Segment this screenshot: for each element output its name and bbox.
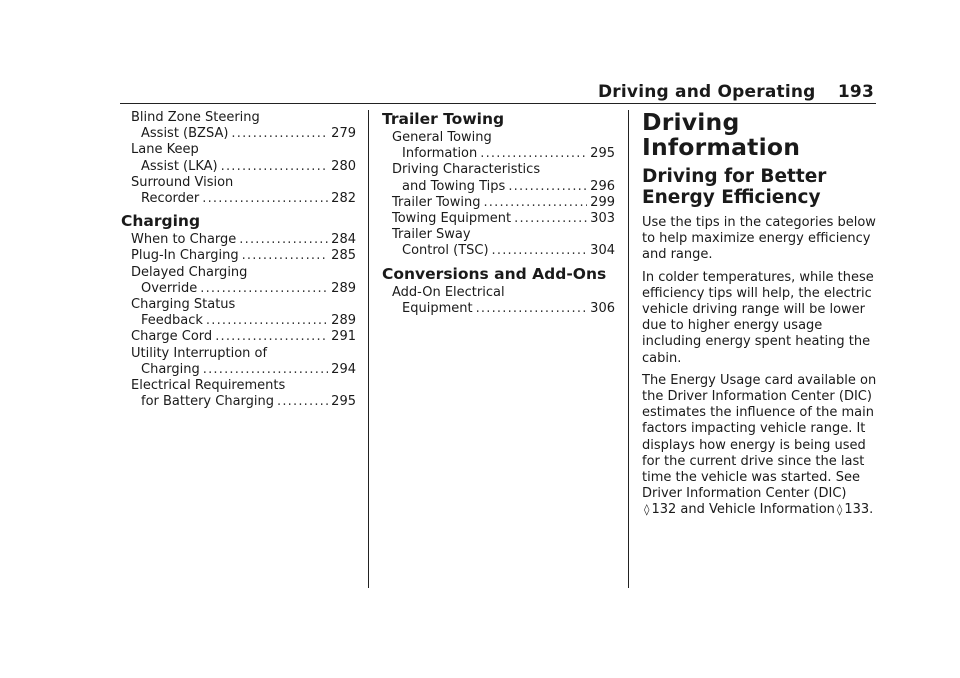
page-reference-dic[interactable]: 132	[651, 502, 677, 518]
leader-dots	[483, 195, 587, 211]
paragraph-cold-temperatures: In colder temperatures, while these efficiency tips will help, the electric vehicle driving range will be lower due to higher energy usage including energy spent heating the cabin.	[642, 269, 874, 366]
toc-entry-text: Information	[402, 146, 478, 162]
toc-entry-text: Driving Characteristics	[392, 162, 541, 178]
toc-entry-trailer-towing[interactable]	[392, 195, 615, 211]
leader-dots	[231, 126, 328, 142]
toc-column-1	[121, 110, 356, 410]
leader-dots	[203, 362, 328, 378]
toc-entry-text: Delayed Charging	[131, 264, 248, 280]
toc-entry-text: Plug-In Charging	[131, 248, 239, 264]
chapter-heading-line1: Driving	[642, 108, 740, 136]
toc-page-number: 296	[590, 178, 615, 194]
toc-entry-charge-cord[interactable]	[131, 329, 356, 345]
leader-dots	[476, 301, 588, 317]
toc-entry-text: Assist (LKA)	[141, 158, 218, 174]
toc-entry-towing-equipment[interactable]	[392, 211, 615, 227]
toc-page-number: 280	[331, 158, 356, 174]
link-vehicle-information[interactable]: Vehicle Information	[709, 502, 835, 518]
page-reference-icon: ◊	[644, 503, 650, 517]
toc-entry-text: Feedback	[141, 313, 203, 329]
paragraph-energy-usage	[642, 373, 878, 519]
page-reference-vehicle-info[interactable]: 133.	[844, 502, 874, 518]
toc-entry-text: Trailer Sway	[392, 227, 471, 243]
toc-page-number: 299	[590, 194, 615, 210]
toc-entry-when-to-charge[interactable]	[131, 232, 356, 248]
toc-entry-text: Control (TSC)	[402, 243, 489, 259]
leader-dots	[239, 232, 328, 248]
toc-column-2	[382, 110, 615, 317]
toc-entry-delayed-charging[interactable]	[131, 265, 356, 297]
toc-page-number: 295	[590, 146, 615, 162]
page-reference-icon: ◊	[836, 503, 843, 517]
leader-dots	[206, 313, 328, 329]
toc-entry-surround-vision[interactable]	[131, 175, 356, 207]
toc-entry-text: Recorder	[141, 191, 200, 207]
chapter-heading	[642, 110, 878, 160]
toc-page-number: 304	[590, 243, 615, 259]
leader-dots	[492, 243, 588, 259]
section-heading-trailer-towing[interactable]: Trailer Towing	[382, 110, 505, 128]
toc-entry-general-towing[interactable]	[392, 130, 615, 162]
toc-page-number: 295	[331, 394, 356, 410]
toc-entry-text: Assist (BZSA)	[141, 126, 229, 142]
leader-dots	[480, 146, 587, 162]
paragraph-text: The Energy Usage card available on the Driver Information Center (DIC) estimates the influence of the main factors impacting vehicle range. It displays how energy is being used for the current drive since the last time the vehicle was started. See Driver Information Center (DIC)	[642, 372, 877, 502]
toc-entry-text: Charging	[141, 361, 200, 377]
toc-entry-charging-status[interactable]	[131, 297, 356, 329]
toc-page-number: 294	[331, 361, 356, 377]
toc-entry-trailer-sway[interactable]	[392, 227, 615, 259]
toc-entry-text: for Battery Charging	[141, 394, 275, 410]
toc-entry-utility-interruption[interactable]	[131, 346, 356, 378]
section-heading-charging[interactable]: Charging	[121, 212, 201, 231]
toc-entry-text: Trailer Towing	[392, 194, 481, 210]
leader-dots	[508, 179, 587, 195]
toc-entry-text: Add-On Electrical	[392, 284, 505, 300]
toc-page-number: 284	[331, 232, 356, 248]
toc-entry-text: Charge Cord	[131, 329, 213, 345]
toc-entry-text: When to Charge	[131, 232, 237, 248]
toc-page-number: 303	[590, 211, 615, 227]
toc-entry-text: Lane Keep	[131, 142, 199, 158]
leader-dots	[514, 211, 587, 227]
leader-dots	[215, 329, 328, 345]
toc-entry-lka[interactable]	[131, 142, 356, 174]
section-heading	[642, 166, 878, 208]
toc-page-number: 306	[590, 300, 615, 316]
page-header	[598, 82, 874, 102]
toc-entry-text: Blind Zone Steering	[131, 110, 260, 125]
toc-page-number: 285	[331, 248, 356, 264]
paragraph-text: and	[680, 502, 705, 518]
content-column	[642, 110, 878, 525]
header-section-title: Driving and Operating	[598, 82, 816, 102]
section-heading-conversions[interactable]: Conversions and Add-Ons	[382, 264, 607, 283]
toc-page-number: 291	[331, 329, 356, 345]
toc-entry-text: General Towing	[392, 130, 492, 145]
toc-entry-driving-characteristics[interactable]	[392, 162, 615, 194]
toc-entry-text: Charging Status	[131, 297, 236, 313]
toc-entry-bzsa[interactable]	[131, 110, 356, 142]
toc-entry-text: Electrical Requirements	[131, 378, 286, 394]
column-divider-2	[628, 110, 629, 588]
header-rule	[120, 103, 876, 104]
toc-entry-text: Equipment	[402, 300, 473, 316]
chapter-heading-line2: Information	[642, 133, 801, 161]
toc-entry-text: Override	[141, 280, 198, 296]
paragraph-tips: Use the tips in the categories below to help maximize energy efficiency and range.	[642, 215, 876, 263]
toc-entry-text: Surround Vision	[131, 174, 234, 190]
toc-page-number: 279	[331, 126, 356, 142]
column-divider-1	[368, 110, 369, 588]
toc-page-number: 289	[331, 313, 356, 329]
section-heading-line1: Driving for Better	[642, 166, 827, 187]
toc-entry-text: Utility Interruption of	[131, 345, 268, 361]
toc-page-number: 289	[331, 280, 356, 296]
leader-dots	[221, 159, 329, 175]
toc-entry-add-on-electrical[interactable]	[392, 285, 615, 317]
header-page-number: 193	[837, 82, 874, 102]
toc-entry-electrical-requirements[interactable]	[131, 378, 356, 410]
leader-dots	[277, 394, 328, 410]
toc-entry-text: Towing Equipment	[392, 211, 512, 227]
toc-entry-text: and Towing Tips	[402, 178, 506, 194]
section-heading-line2: Energy Efficiency	[642, 187, 821, 208]
leader-dots	[202, 191, 328, 207]
toc-entry-plug-in-charging[interactable]	[131, 248, 356, 264]
leader-dots	[200, 281, 328, 297]
leader-dots	[242, 248, 329, 264]
toc-page-number: 282	[331, 191, 356, 207]
